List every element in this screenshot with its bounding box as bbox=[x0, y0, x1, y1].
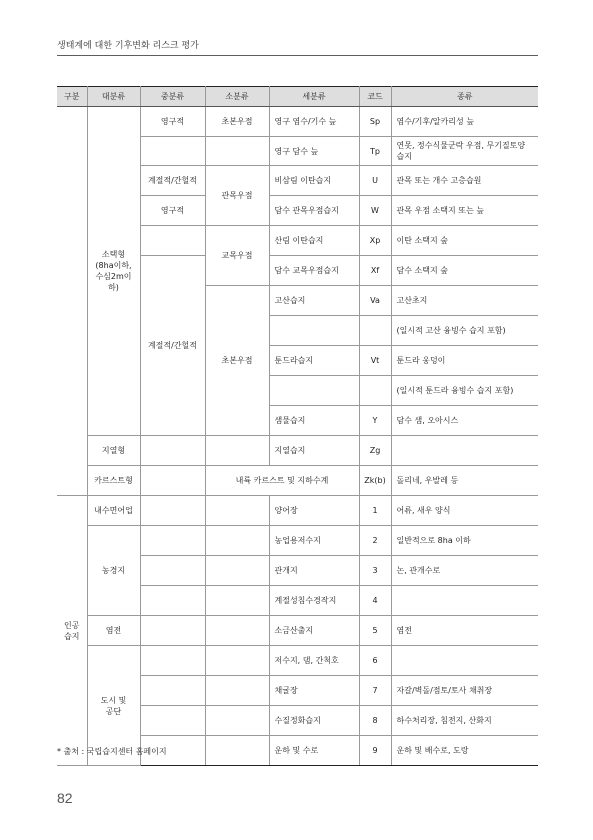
col-header: 구분 bbox=[57, 87, 87, 107]
detail-cell: 담수 관목우점습지 bbox=[269, 196, 359, 226]
code-cell: Vt bbox=[359, 346, 391, 376]
middle-cell bbox=[140, 586, 205, 616]
middle-cell bbox=[140, 676, 205, 706]
major-cell: 농경지 bbox=[87, 526, 140, 616]
kind-cell: (일시적 고산 융빙수 습지 포함) bbox=[391, 316, 538, 346]
detail-cell: 채굴장 bbox=[269, 676, 359, 706]
code-cell: 9 bbox=[359, 736, 391, 766]
major-cell: 카르스트형 bbox=[87, 466, 140, 496]
page-number: 82 bbox=[57, 790, 73, 806]
major-cell: 내수면어업 bbox=[87, 496, 140, 526]
code-cell: 5 bbox=[359, 616, 391, 646]
middle-cell bbox=[140, 646, 205, 676]
minor-cell bbox=[205, 586, 269, 616]
table-row bbox=[57, 107, 538, 137]
detail-cell bbox=[269, 376, 359, 406]
table-row bbox=[57, 616, 538, 646]
code-cell: 3 bbox=[359, 556, 391, 586]
col-header: 종류 bbox=[391, 87, 538, 107]
kind-cell: 하수처리장, 침전지, 산화지 bbox=[391, 706, 538, 736]
table-row bbox=[57, 466, 538, 496]
detail-cell: 운하 및 수로 bbox=[269, 736, 359, 766]
detail-cell: 툰드라습지 bbox=[269, 346, 359, 376]
minor-cell bbox=[205, 436, 269, 466]
minor-cell bbox=[205, 556, 269, 586]
detail-cell: 소금산출지 bbox=[269, 616, 359, 646]
kind-cell: 염수/기후/알카리성 늪 bbox=[391, 107, 538, 137]
col-header: 소분류 bbox=[205, 87, 269, 107]
code-cell: 8 bbox=[359, 706, 391, 736]
middle-cell bbox=[140, 436, 205, 466]
kind-cell: 이탄 소택지 숲 bbox=[391, 226, 538, 256]
middle-cell: 계절적/간헐적 bbox=[140, 166, 205, 196]
detail-cell: 지열습지 bbox=[269, 436, 359, 466]
code-cell: Zg bbox=[359, 436, 391, 466]
middle-cell bbox=[140, 466, 205, 496]
kind-cell: 연못, 정수식물군락 우점, 무기질토양 습지 bbox=[391, 137, 538, 166]
kind-cell: 관목 또는 개수 고층습원 bbox=[391, 166, 538, 196]
major-cell: 도시 및 공단 bbox=[87, 646, 140, 766]
minor-cell bbox=[205, 496, 269, 526]
col-header: 중분류 bbox=[140, 87, 205, 107]
code-cell: 2 bbox=[359, 526, 391, 556]
col-header: 세분류 bbox=[269, 87, 359, 107]
minor-cell bbox=[205, 736, 269, 766]
code-cell: Zk(b) bbox=[359, 466, 391, 496]
table-row bbox=[57, 496, 538, 526]
middle-cell bbox=[140, 496, 205, 526]
detail-cell: 담수 교목우점습지 bbox=[269, 256, 359, 286]
kind-cell: 담수 소택지 숲 bbox=[391, 256, 538, 286]
middle-cell: 영구적 bbox=[140, 107, 205, 137]
major-cell: 지열형 bbox=[87, 436, 140, 466]
middle-cell bbox=[140, 526, 205, 556]
detail-cell: 양어장 bbox=[269, 496, 359, 526]
major-cell: 염전 bbox=[87, 616, 140, 646]
minor-cell bbox=[205, 646, 269, 676]
kind-cell bbox=[391, 436, 538, 466]
code-cell: W bbox=[359, 196, 391, 226]
detail-cell: 비삼림 이탄습지 bbox=[269, 166, 359, 196]
kind-cell: 고산초지 bbox=[391, 286, 538, 316]
major-cell-wetland: 소택형 (8ha이하, 수심2m이하) bbox=[87, 107, 140, 436]
merged-detail-cell: 내륙 카르스트 및 지하수계 bbox=[205, 466, 359, 496]
wetland-classification-table bbox=[57, 86, 538, 766]
middle-cell bbox=[140, 137, 205, 166]
code-cell: Tp bbox=[359, 137, 391, 166]
running-header: 생태계에 대한 기후변화 리스크 평가 bbox=[57, 41, 199, 51]
kind-cell: 운하 및 배수로, 도랑 bbox=[391, 736, 538, 766]
detail-cell: 영구 담수 늪 bbox=[269, 137, 359, 166]
table-row bbox=[57, 646, 538, 676]
col-header: 대분류 bbox=[87, 87, 140, 107]
minor-cell bbox=[205, 706, 269, 736]
minor-cell: 교목우점 bbox=[205, 226, 269, 286]
kind-cell: 툰드라 웅덩이 bbox=[391, 346, 538, 376]
kind-cell: 담수 샘, 오아시스 bbox=[391, 406, 538, 436]
middle-cell bbox=[140, 706, 205, 736]
detail-cell: 농업용저수지 bbox=[269, 526, 359, 556]
detail-cell: 고산습지 bbox=[269, 286, 359, 316]
source-note: * 출처 : 국립습지센터 홈페이지 bbox=[57, 747, 167, 756]
minor-cell bbox=[205, 676, 269, 706]
minor-cell: 초본우점 bbox=[205, 286, 269, 436]
col-header: 코드 bbox=[359, 87, 391, 107]
detail-cell: 영구 염수/기수 늪 bbox=[269, 107, 359, 137]
table-row bbox=[57, 436, 538, 466]
code-cell: 4 bbox=[359, 586, 391, 616]
code-cell: Va bbox=[359, 286, 391, 316]
detail-cell: 계절성침수경작지 bbox=[269, 586, 359, 616]
middle-cell: 계절적/간헐적 bbox=[140, 256, 205, 436]
kind-cell: 자갈/벽돌/점토/토사 채취장 bbox=[391, 676, 538, 706]
detail-cell bbox=[269, 316, 359, 346]
minor-cell bbox=[205, 526, 269, 556]
code-cell: U bbox=[359, 166, 391, 196]
middle-cell bbox=[140, 616, 205, 646]
kind-cell: 돌리네, 우발레 등 bbox=[391, 466, 538, 496]
detail-cell: 수질정화습지 bbox=[269, 706, 359, 736]
code-cell: 7 bbox=[359, 676, 391, 706]
middle-cell bbox=[140, 226, 205, 256]
kind-cell: 관목 우점 소택지 또는 늪 bbox=[391, 196, 538, 226]
code-cell: Xf bbox=[359, 256, 391, 286]
category-natural-cell bbox=[57, 107, 87, 496]
header-divider bbox=[57, 55, 538, 56]
code-cell bbox=[359, 316, 391, 346]
kind-cell: 일반적으로 8ha 이하 bbox=[391, 526, 538, 556]
middle-cell bbox=[140, 556, 205, 586]
kind-cell: (일시적 툰드라 융빙수 습지 포함) bbox=[391, 376, 538, 406]
kind-cell bbox=[391, 646, 538, 676]
middle-cell: 영구적 bbox=[140, 196, 205, 226]
code-cell: Y bbox=[359, 406, 391, 436]
kind-cell: 어류, 새우 양식 bbox=[391, 496, 538, 526]
minor-cell: 초본우점 bbox=[205, 107, 269, 137]
minor-cell bbox=[205, 616, 269, 646]
category-artificial-cell: 인공 습지 bbox=[57, 496, 87, 766]
minor-cell: 관목우점 bbox=[205, 166, 269, 226]
code-cell: Xp bbox=[359, 226, 391, 256]
detail-cell: 산림 이탄습지 bbox=[269, 226, 359, 256]
kind-cell: 염전 bbox=[391, 616, 538, 646]
detail-cell: 샘물습지 bbox=[269, 406, 359, 436]
code-cell: 1 bbox=[359, 496, 391, 526]
table-row bbox=[57, 526, 538, 556]
kind-cell: 논, 관개수로 bbox=[391, 556, 538, 586]
code-cell bbox=[359, 376, 391, 406]
detail-cell: 관개지 bbox=[269, 556, 359, 586]
kind-cell bbox=[391, 586, 538, 616]
detail-cell: 저수지, 댐, 간척호 bbox=[269, 646, 359, 676]
minor-cell bbox=[205, 137, 269, 166]
code-cell: 6 bbox=[359, 646, 391, 676]
code-cell: Sp bbox=[359, 107, 391, 137]
table-header-row bbox=[57, 87, 538, 107]
